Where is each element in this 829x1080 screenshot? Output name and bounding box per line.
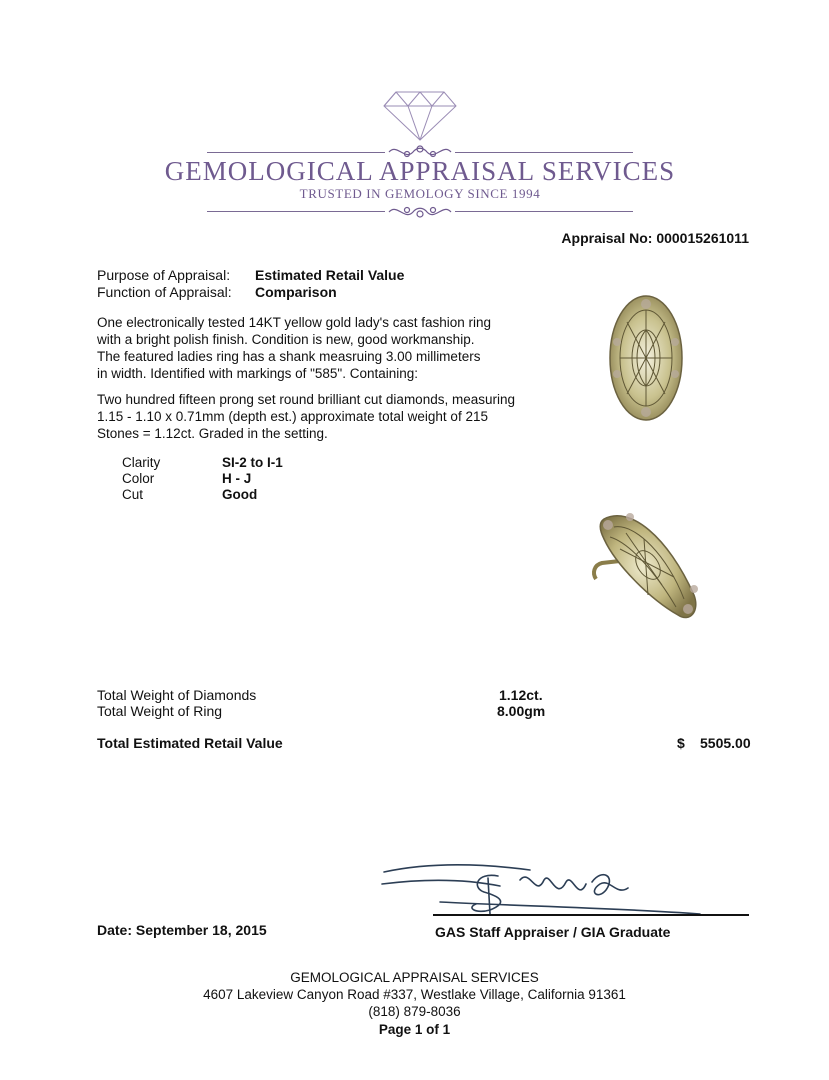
diamond-description [97, 391, 537, 442]
grade-value: Good [222, 487, 258, 502]
appraisal-date: Date: September 18, 2015 [97, 922, 267, 938]
grade-label: Cut [122, 487, 144, 502]
purpose-row [97, 267, 517, 284]
function-label: Function of Appraisal: [97, 284, 232, 300]
description-line: in width. Identified with markings of "585". Containing: [97, 366, 419, 381]
company-name: GEMOLOGICAL APPRAISAL SERVICES [164, 156, 676, 186]
function-row [97, 284, 517, 301]
appraisal-number: Appraisal No: 000015261011 [561, 230, 749, 246]
header-rule-bottom-left [207, 211, 385, 212]
header-rule-top-left [207, 152, 385, 153]
retail-value-label: Total Estimated Retail Value [97, 735, 283, 751]
signature-line [433, 914, 749, 916]
diamond-line: 1.15 - 1.10 x 0.71mm (depth est.) approximate total weight of 215 [97, 409, 488, 424]
description-line: with a bright polish finish. Condition is new, good workmanship. [97, 332, 475, 347]
company-tagline: TRUSTED IN GEMOLOGY SINCE 1994 [299, 186, 541, 201]
total-diamond-weight-label: Total Weight of Diamonds [97, 687, 257, 703]
ring-description [97, 314, 537, 382]
footer-company: GEMOLOGICAL APPRAISAL SERVICES [290, 970, 539, 985]
grade-label: Color [122, 471, 155, 486]
purpose-value: Estimated Retail Value [255, 267, 405, 283]
header-rule-top-right [455, 152, 633, 153]
total-diamond-weight-value: 1.12ct. [499, 687, 543, 703]
description-line: The featured ladies ring has a shank measruing 3.00 millimeters [97, 349, 481, 364]
ring-photo-top [603, 292, 689, 424]
diamond-line: Two hundred fifteen prong set round brilliant cut diamonds, measuring [97, 392, 515, 407]
ring-photo-angled [590, 503, 704, 625]
grade-color [122, 471, 422, 487]
grade-value: H - J [222, 471, 252, 486]
diamond-logo-icon [382, 90, 458, 142]
footer-address: 4607 Lakeview Canyon Road #337, Westlake Village, California 91361 [203, 987, 626, 1002]
footer-phone: (818) 879-8036 [368, 1004, 461, 1019]
retail-currency: $ [677, 735, 685, 751]
page-number: Page 1 of 1 [378, 1022, 451, 1037]
total-ring-weight-label: Total Weight of Ring [97, 703, 223, 719]
purpose-label: Purpose of Appraisal: [97, 267, 231, 283]
grade-label: Clarity [122, 455, 161, 470]
header-rule-bottom-right [455, 211, 633, 212]
grade-clarity [122, 455, 422, 471]
retail-value: 5505.00 [700, 735, 751, 751]
description-line: One electronically tested 14KT yellow gold lady's cast fashion ring [97, 315, 492, 330]
flourish-bottom-icon [387, 201, 453, 223]
signer-title: GAS Staff Appraiser / GIA Graduate [435, 924, 671, 940]
total-ring-weight-value: 8.00gm [497, 703, 546, 719]
function-value: Comparison [255, 284, 337, 300]
grade-value: SI-2 to I-1 [222, 455, 283, 470]
diamond-line: Stones = 1.12ct. Graded in the setting. [97, 426, 328, 441]
signature-image [380, 858, 710, 918]
grade-cut [122, 487, 422, 503]
